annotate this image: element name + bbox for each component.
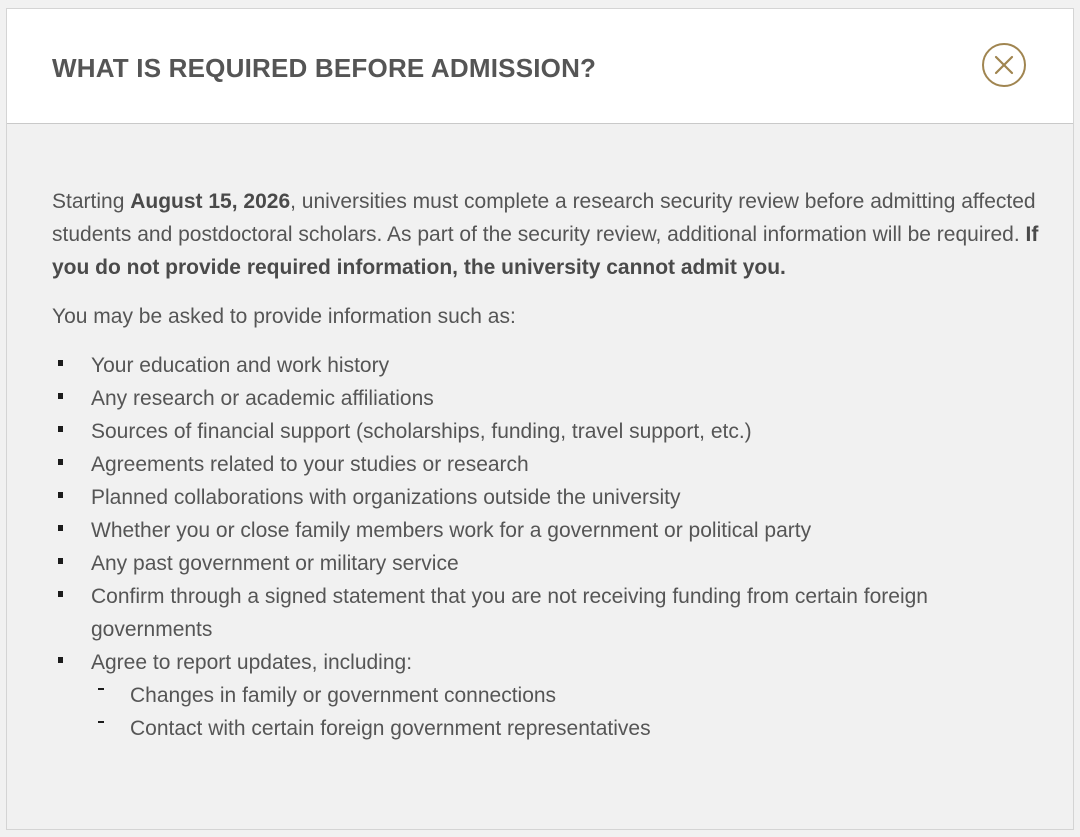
modal-header	[7, 9, 1073, 124]
requirements-list	[52, 349, 1042, 745]
list-item	[52, 646, 1042, 745]
intro-warning: If you do not provide required information, the university cannot admit you.	[52, 223, 1039, 279]
admission-requirements-modal	[6, 8, 1074, 830]
list-item: Planned collaborations with organizations outside the university	[52, 481, 1042, 514]
list-item: Your education and work history	[52, 349, 1042, 382]
updates-sublist	[91, 679, 1042, 745]
close-x-circle-icon	[994, 55, 1014, 75]
modal-title: WHAT IS REQUIRED BEFORE ADMISSION?	[52, 53, 597, 83]
sub-list-item: Contact with certain foreign government representatives	[91, 712, 1042, 745]
intro-text-2: , universities must complete a research security review before admitting affected students and postdoctoral scholars. As part of the security review, additional information will be required.	[52, 190, 1036, 246]
close-button[interactable]	[982, 43, 1026, 87]
list-item: Any past government or military service	[52, 547, 1042, 580]
intro-paragraph	[52, 185, 1042, 284]
list-item: Agreements related to your studies or research	[52, 448, 1042, 481]
intro-date: August 15, 2026	[130, 190, 291, 213]
list-lead: You may be asked to provide information such as:	[52, 305, 516, 328]
sub-list-item: Changes in family or government connections	[91, 679, 1042, 712]
modal-body	[52, 185, 1042, 745]
intro-text-1: Starting	[52, 190, 131, 213]
list-item: Any research or academic affiliations	[52, 382, 1042, 415]
list-item: Sources of financial support (scholarships, funding, travel support, etc.)	[52, 415, 1042, 448]
list-item: Confirm through a signed statement that you are not receiving funding from certain foreign governments	[52, 580, 1042, 646]
list-item: Whether you or close family members work for a government or political party	[52, 514, 1042, 547]
list-item-label: Agree to report updates, including:	[91, 651, 413, 674]
